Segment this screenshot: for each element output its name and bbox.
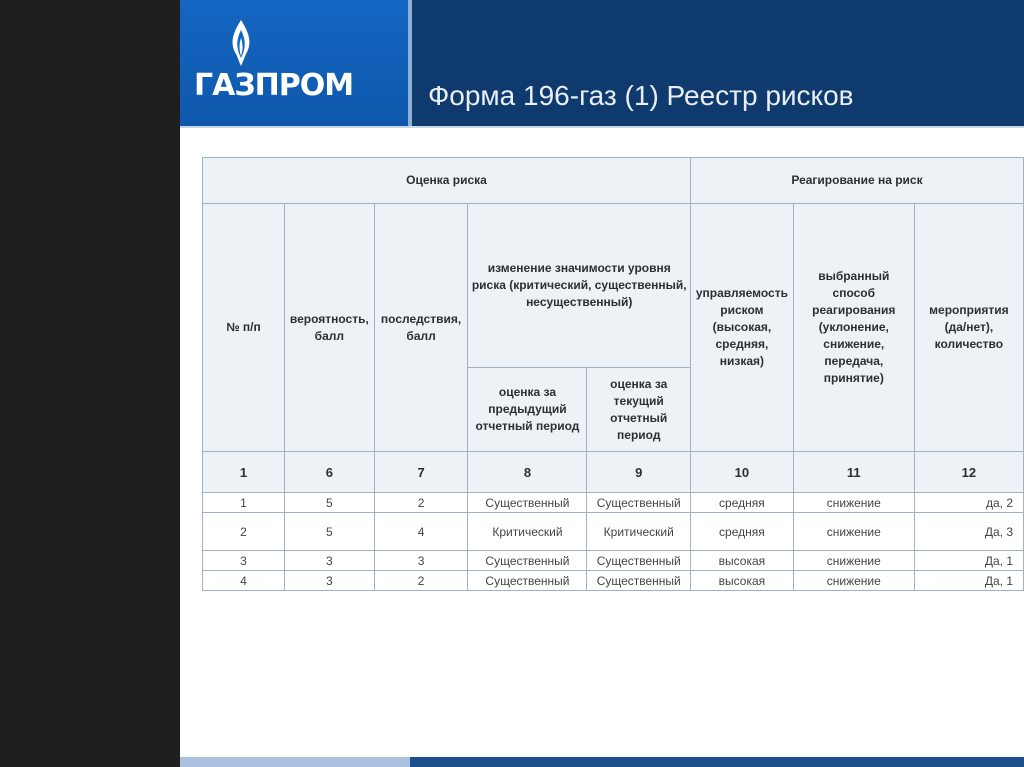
cell-curr-period: Существенный [587, 493, 691, 513]
cell-measures: Да, 3 [914, 513, 1023, 551]
cell-consequences: 4 [374, 513, 468, 551]
bottom-bar [180, 757, 1024, 767]
logo-text: ГАЗПРОМ [194, 68, 354, 103]
column-number: 6 [284, 452, 374, 493]
table-row [203, 551, 1024, 571]
column-number-row [203, 452, 1024, 493]
cell-response-method: снижение [793, 513, 914, 551]
table-row [203, 571, 1024, 591]
column-number: 10 [691, 452, 794, 493]
page-title: Форма 196-газ (1) Реестр рисков [428, 80, 854, 111]
slide [180, 0, 1024, 767]
cell-probability: 5 [284, 493, 374, 513]
cell-response-method: снижение [793, 571, 914, 591]
col-header-probability: вероятность, балл [284, 204, 374, 452]
logo-box [180, 0, 408, 126]
cell-manageability: средняя [691, 493, 794, 513]
risk-register-table [202, 157, 1024, 591]
cell-probability: 3 [284, 551, 374, 571]
cell-prev-period: Критический [468, 513, 587, 551]
col-header-response-method: выбранный способ реагирования (уклонение, снижение, передача, принятие) [793, 204, 914, 452]
cell-probability: 5 [284, 513, 374, 551]
cell-no: 4 [203, 571, 285, 591]
column-header-row [203, 204, 1024, 368]
left-background-band [0, 0, 180, 767]
cell-measures: Да, 1 [914, 571, 1023, 591]
bottom-bar-accent [180, 757, 410, 767]
cell-measures: Да, 1 [914, 551, 1023, 571]
header-divider [180, 126, 1024, 128]
title-separator [408, 0, 412, 126]
group-header-row [203, 158, 1024, 204]
cell-no: 1 [203, 493, 285, 513]
cell-response-method: снижение [793, 493, 914, 513]
flame-icon [228, 20, 254, 66]
cell-curr-period: Существенный [587, 551, 691, 571]
title-bar [408, 0, 1024, 126]
cell-prev-period: Существенный [468, 571, 587, 591]
column-number: 9 [587, 452, 691, 493]
cell-manageability: высокая [691, 551, 794, 571]
table-row [203, 493, 1024, 513]
column-number: 11 [793, 452, 914, 493]
col-header-curr-period: оценка за текущий отчетный период [587, 368, 691, 452]
col-header-change: изменение значимости уровня риска (критический, существенный, несущественный) [468, 204, 691, 368]
col-header-manageability: управляемость риском (высокая, средняя, низкая) [691, 204, 794, 452]
cell-measures: да, 2 [914, 493, 1023, 513]
cell-consequences: 3 [374, 551, 468, 571]
cell-consequences: 2 [374, 571, 468, 591]
cell-no: 2 [203, 513, 285, 551]
cell-consequences: 2 [374, 493, 468, 513]
cell-prev-period: Существенный [468, 493, 587, 513]
table-row [203, 513, 1024, 551]
column-number: 7 [374, 452, 468, 493]
cell-probability: 3 [284, 571, 374, 591]
group-risk-response: Реагирование на риск [691, 158, 1024, 204]
column-number: 8 [468, 452, 587, 493]
column-number: 12 [914, 452, 1023, 493]
cell-no: 3 [203, 551, 285, 571]
cell-manageability: высокая [691, 571, 794, 591]
col-header-no: № п/п [203, 204, 285, 452]
col-header-measures: мероприятия (да/нет), количество [914, 204, 1023, 452]
col-header-prev-period: оценка за предыдущий отчетный период [468, 368, 587, 452]
cell-curr-period: Существенный [587, 571, 691, 591]
column-number: 1 [203, 452, 285, 493]
col-header-consequences: последствия, балл [374, 204, 468, 452]
cell-response-method: снижение [793, 551, 914, 571]
cell-prev-period: Существенный [468, 551, 587, 571]
cell-manageability: средняя [691, 513, 794, 551]
group-risk-assessment: Оценка риска [203, 158, 691, 204]
cell-curr-period: Критический [587, 513, 691, 551]
